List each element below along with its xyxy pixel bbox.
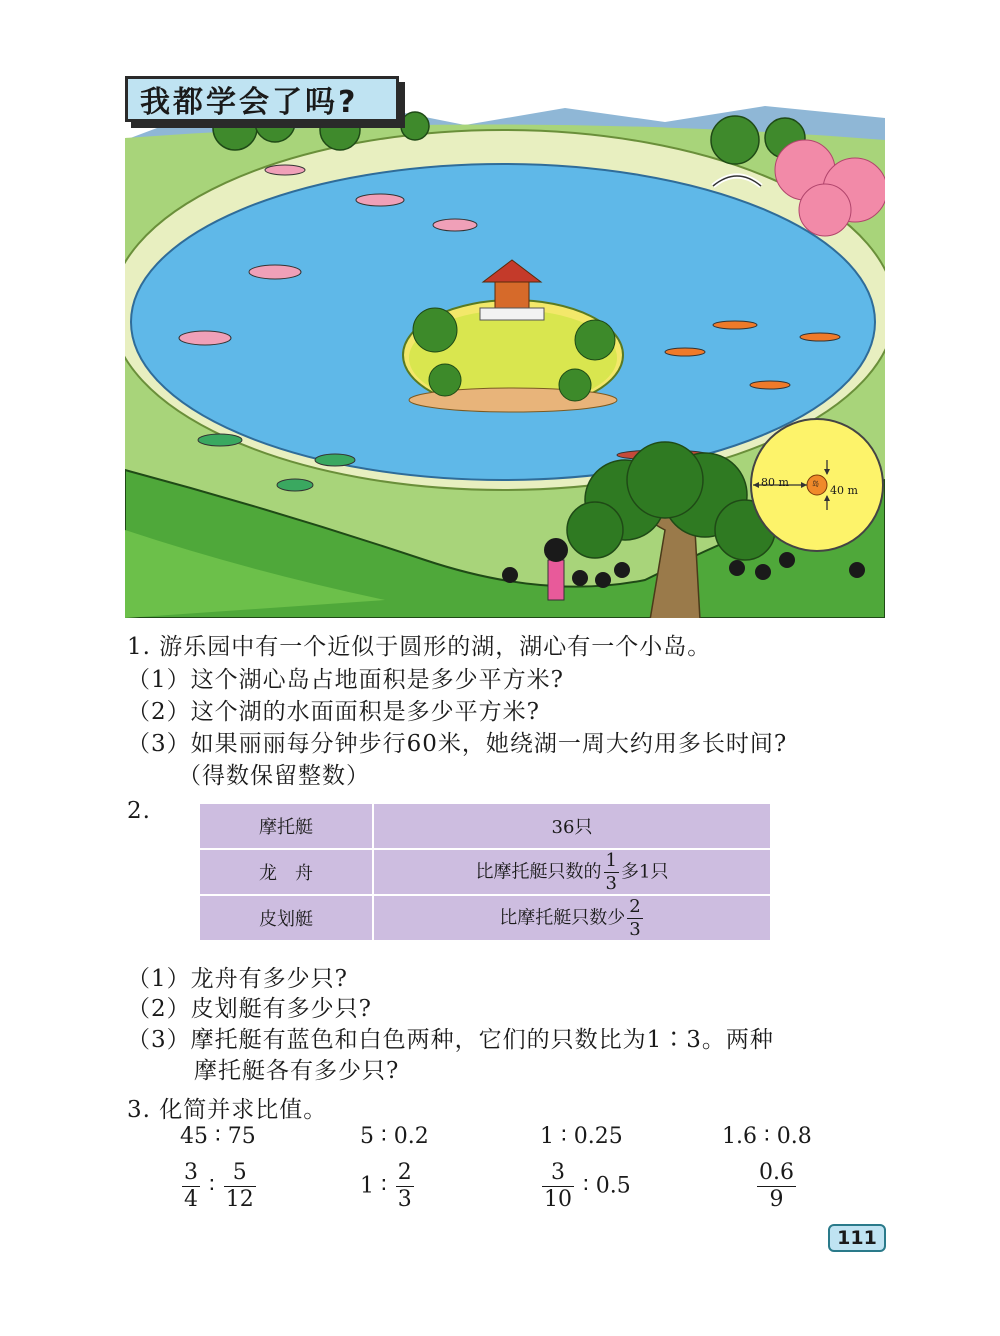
table-row	[199, 803, 771, 849]
numerator: 2	[629, 895, 641, 917]
table-row	[199, 849, 771, 895]
q1-item-1: （1）这个湖心岛占地面积是多少平方米?	[127, 667, 564, 693]
ratio-1: 45 ∶ 75	[180, 1124, 256, 1149]
numerator: 3	[542, 1162, 574, 1187]
table-cell: 摩托艇	[199, 803, 373, 849]
distance-label: 80 m	[761, 476, 789, 489]
table-cell: 皮划艇	[199, 895, 373, 941]
ratio-5	[180, 1162, 258, 1211]
denominator: 10	[544, 1187, 572, 1212]
q1-item-3-note: （得数保留整数）	[178, 763, 370, 789]
fraction	[224, 1162, 256, 1211]
q2-item-2: （2）皮划艇有多少只?	[127, 996, 372, 1022]
q2-number: 2.	[127, 798, 151, 824]
ratio-8	[755, 1162, 798, 1211]
fraction	[182, 1162, 200, 1211]
numerator: 1	[605, 849, 617, 871]
q1-item-3: （3）如果丽丽每分钟步行60米，她绕湖一周大约用多长时间?	[127, 731, 788, 757]
numerator: 0.6	[759, 1160, 794, 1185]
q2-item-3-cont: 摩托艇各有多少只?	[194, 1058, 400, 1084]
cell-text: 比摩托艇只数的	[475, 861, 602, 882]
fraction	[627, 895, 642, 940]
ratio-6	[360, 1162, 416, 1211]
lake-park-illustration	[125, 100, 885, 618]
table-cell: 36只	[373, 803, 771, 849]
table-cell	[373, 895, 771, 941]
page-number: 111	[828, 1224, 886, 1252]
table-row	[199, 895, 771, 941]
island-label: 岛	[812, 480, 819, 488]
q1-item-2: （2）这个湖的水面面积是多少平方米?	[127, 699, 540, 725]
table-cell	[373, 849, 771, 895]
section-title: 我都学会了吗?	[125, 76, 399, 122]
boat-table	[198, 802, 772, 942]
denominator: 4	[184, 1187, 198, 1212]
numerator: 2	[397, 1160, 412, 1185]
cell-text: 多1只	[621, 861, 669, 882]
numerator: 3	[184, 1160, 198, 1185]
fraction	[542, 1162, 574, 1211]
fraction	[757, 1162, 796, 1211]
q2-item-3: （3）摩托艇有蓝色和白色两种，它们的只数比为1∶3。两种	[127, 1027, 774, 1053]
denominator: 3	[397, 1187, 412, 1212]
ratio-7	[540, 1162, 631, 1211]
denominator: 3	[605, 872, 617, 894]
denominator: 3	[629, 918, 641, 940]
numerator: 5	[224, 1162, 256, 1187]
cell-text: 比摩托艇只数少	[499, 907, 626, 928]
q3-intro: 3. 化简并求比值。	[127, 1097, 328, 1123]
fraction	[604, 849, 619, 894]
ratio-tail: ∶ 0.5	[583, 1173, 631, 1199]
width-label: 40 m	[830, 484, 858, 497]
ratio-2: 5 ∶ 0.2	[360, 1124, 429, 1149]
q1-intro: 1. 游乐园中有一个近似于圆形的湖，湖心有一个小岛。	[127, 634, 712, 660]
ratio-lead: 1 ∶	[360, 1173, 387, 1199]
fraction	[396, 1162, 414, 1211]
denominator: 12	[225, 1187, 254, 1212]
ratio-4: 1.6 ∶ 0.8	[722, 1124, 812, 1149]
ratio-3: 1 ∶ 0.25	[540, 1124, 623, 1149]
denominator: 9	[769, 1187, 784, 1212]
ratio-sign: ∶	[209, 1173, 215, 1199]
table-cell: 龙 舟	[199, 849, 373, 895]
q2-item-1: （1）龙舟有多少只?	[127, 966, 348, 992]
